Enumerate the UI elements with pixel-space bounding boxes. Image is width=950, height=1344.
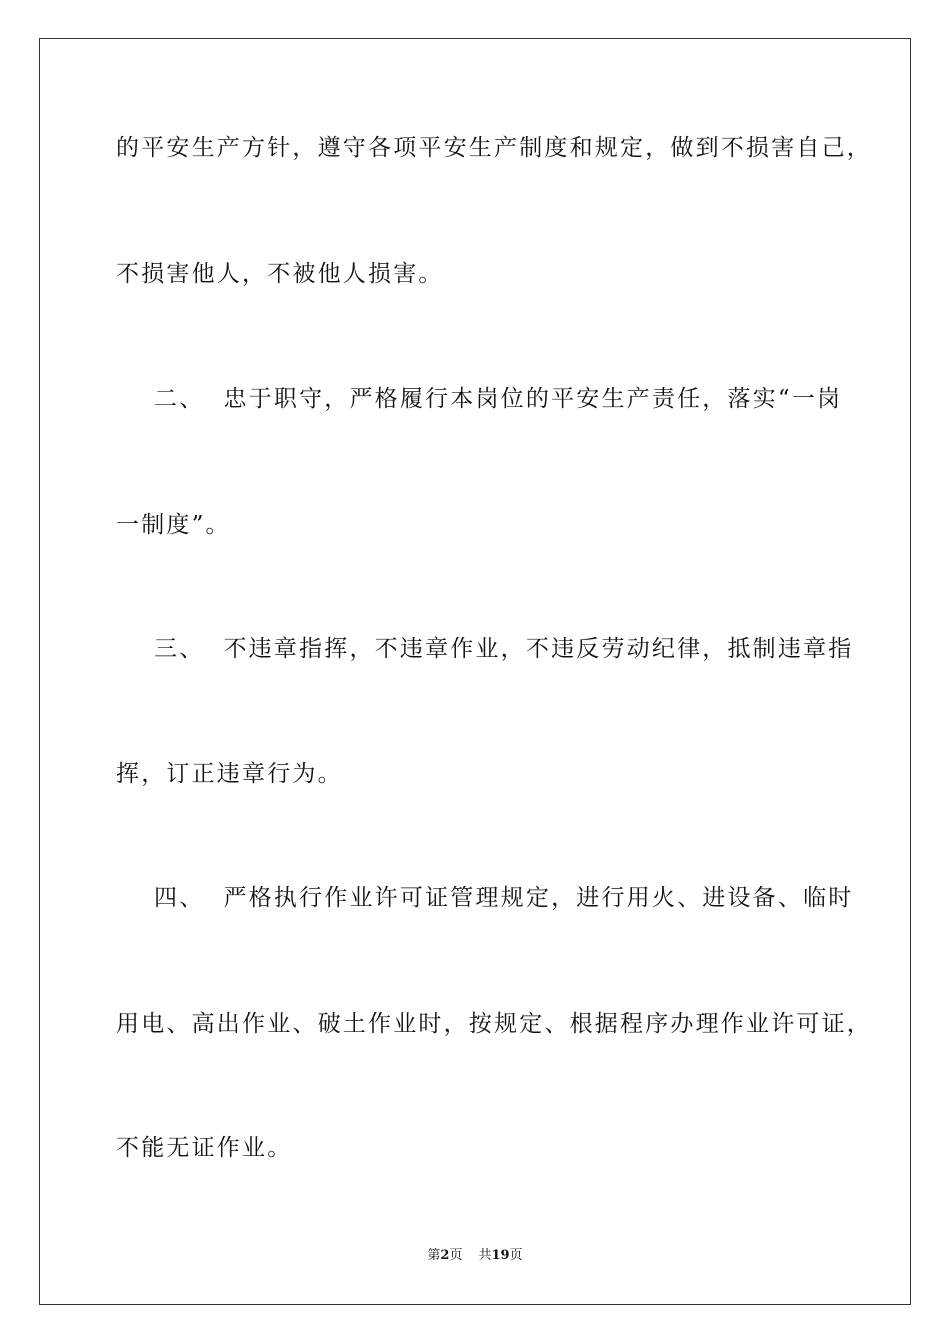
footer-page-prefix: 第 [427,1248,441,1263]
text-line-6: 挥，订正违章行为。 [116,761,343,787]
footer-page-number: 2 [440,1248,450,1263]
text-line-8: 用电、高出作业、破土作业时，按规定、根据程序办理作业许可证， [116,1011,872,1037]
page-footer [0,1247,950,1265]
text-line-7: 四、 严格执行作业许可证管理规定，进行用火、进设备、临时 [116,885,854,911]
footer-total-prefix: 共 [478,1248,492,1263]
text-line-4: 一制度”。 [116,512,231,538]
text-line-1: 的平安生产方针，遵守各项平安生产制度和规定，做到不损害自己， [116,135,872,161]
footer-total-suffix: 页 [509,1248,523,1263]
text-line-5: 三、 不违章指挥，不违章作业，不违反劳动纪律，抵制违章指 [116,636,854,662]
footer-total-pages: 19 [491,1248,510,1263]
text-line-9: 不能无证作业。 [116,1135,293,1161]
text-line-2: 不损害他人，不被他人损害。 [116,261,444,287]
text-line-3: 二、 忠于职守，严格履行本岗位的平安生产责任，落实“一岗 [116,386,843,412]
footer-page-suffix: 页 [449,1248,463,1263]
page-border [39,38,911,1305]
